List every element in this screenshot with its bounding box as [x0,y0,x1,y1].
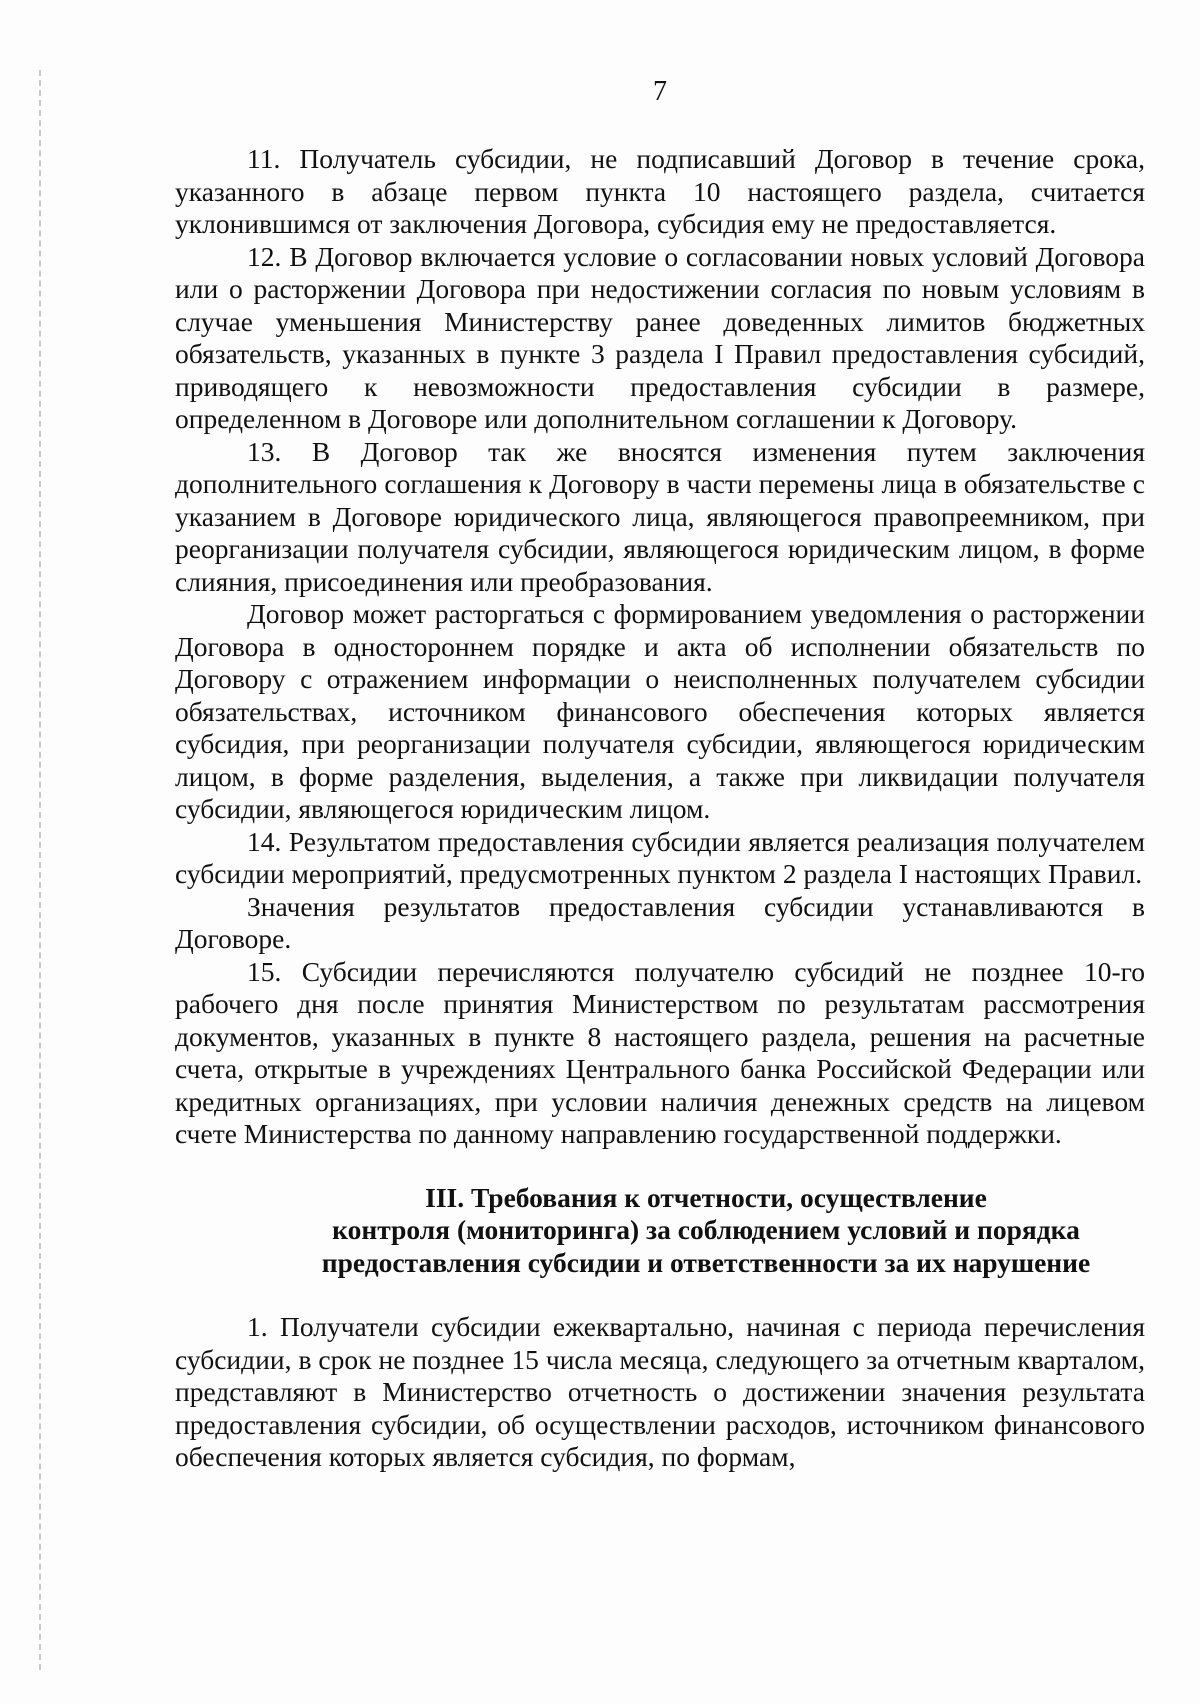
paragraph-15: 15. Субсидии перечисляются получателю субсидий не позднее 10-го рабочего дня после принятия Министерством по результатам рассмотрения документов, указанных в пункте 8 настоящего раздела, решения на расчетные счета, открытые в учреждениях Центрального банка Российской Федерации или кредитных организациях, при условии наличия денежных средств на лицевом счете Министерства по данному направлению государственной поддержки. [175,955,1145,1149]
scan-fold-line [39,70,41,1670]
paragraph-11: 11. Получатель субсидии, не подписавший Договор в течение срока, указанного в абзаце первом пункта 10 настоящего раздела, считается уклонившимся от заключения Договора, субсидия ему не предоставляется. [175,143,1145,239]
page-number: 7 [653,76,667,107]
section-3-paragraph-1: 1. Получатели субсидии ежеквартально, начиная с периода перечисления субсидии, в срок не позднее 15 числа месяца, следующего за отчетным кварталом, представляют в Министерство отчетность о достижении значения результата предоставления субсидии, об осуществлении расходов, источником финансового обеспечения которых является субсидия, по формам, [175,1311,1145,1472]
paragraph-13-continuation: Договор может расторгаться с формированием уведомления о расторжении Договора в одностороннем порядке и акта об исполнении обязательств по Договору с отражением информации о неисполненных получателем субсидии обязательствах, источником финансового обеспечения которых является субсидия, при реорганизации получателя субсидии, являющегося юридическим лицом, в форме разделения, выделения, а также при ликвидации получателя субсидии, являющегося юридическим лицом. [175,598,1145,824]
paragraph-14-continuation: Значения результатов предоставления субсидии устанавливаются в Договоре. [175,890,1145,954]
paragraph-12: 12. В Договор включается условие о согласовании новых условий Договора или о расторжении Договора при недостижении согласия по новым условиям в случае уменьшения Министерству ранее доведенных лимитов бюджетных обязательств, указанных в пункте 3 раздела I Правил предоставления субсидий, приводящего к невозможности предоставления субсидии в размере, определенном в Договоре или дополнительном соглашении к Договору. [175,240,1145,434]
document-body [175,143,1145,1474]
paragraph-14: 14. Результатом предоставления субсидии является реализация получателем субсидии мероприятий, предусмотренных пунктом 2 раздела I настоящих Правил. [175,825,1145,889]
section-heading: III. Требования к отчетности, осуществление контроля (мониторинга) за соблюдением условий и порядка предоставления субсидии и ответственности за их нарушение [321,1181,1091,1278]
paragraph-13: 13. В Договор так же вносятся изменения путем заключения дополнительного соглашения к Договору в части перемены лица в обязательстве с указанием в Договоре юридического лица, являющегося правопреемником, при реорганизации получателя субсидии, являющегося юридическим лицом, в форме слияния, присоединения или преобразования. [175,435,1145,597]
